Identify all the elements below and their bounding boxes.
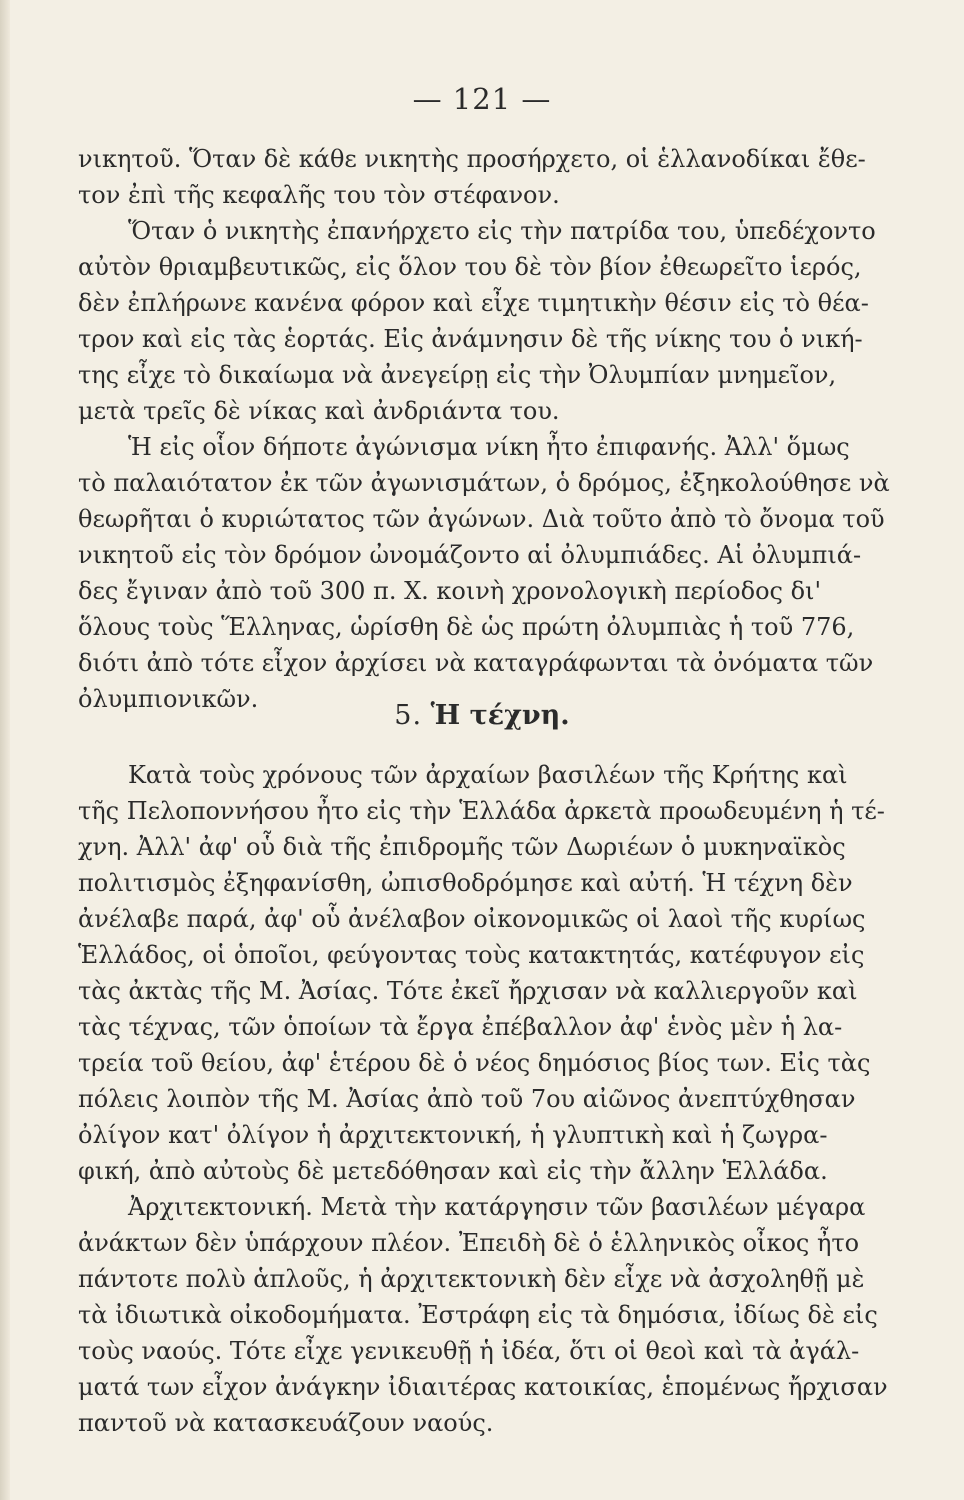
text-line: Ἀρχιτεκτονική. Μετὰ τὴν κατάργησιν τῶν βασιλέων μέγαρα [128,1193,866,1221]
text-line: τον ἐπὶ τῆς κεφαλῆς του τὸν στέφανον. [78,181,560,209]
text-line: τὸ παλαιότατον ἐκ τῶν ἀγωνισμάτων, ὁ δρόμος, ἐξηκολούθησε νὰ [78,469,890,497]
text-line: μετὰ τρεῖς δὲ νίκας καὶ ἀνδριάντα του. [78,397,560,425]
binding-edge [0,0,10,1500]
section-title: Ἡ τέχνη. [430,700,570,731]
text-line: θεωρῆται ὁ κυριώτατος τῶν ἀγώνων. Διὰ τοῦτο ἀπὸ τὸ ὄνομα τοῦ [78,505,885,533]
section-number: 5. [394,700,423,731]
text-line: της εἶχε τὸ δικαίωμα νὰ ἀνεγείρῃ εἰς τὴν Ὀλυμπίαν μνημεῖον, [78,361,837,389]
page-number: — 121 — [412,82,552,116]
text-line: πάντοτε πολὺ ἁπλοῦς, ἡ ἀρχιτεκτονικὴ δὲν εἶχε νὰ ἀσχοληθῇ μὲ [78,1265,865,1293]
text-line: νικητοῦ. Ὅταν δὲ κάθε νικητὴς προσήρχετο, οἱ ἑλλανοδίκαι ἔθε- [78,145,866,173]
text-line: αὐτὸν θριαμβευτικῶς, εἰς ὅλον του δὲ τὸν βίον ἐθεωρεῖτο ἱερός, [78,253,862,281]
text-line: τὰς τέχνας, τῶν ὁποίων τὰ ἔργα ἐπέβαλλον ἀφ' ἑνὸς μὲν ἡ λα- [78,1013,843,1041]
text-line: ἀνάκτων δὲν ὑπάρχουν πλέον. Ἐπειδὴ δὲ ὁ ἑλληνικὸς οἶκος ἦτο [78,1229,860,1257]
text-line: Ἡ εἰς οἷον δήποτε ἀγώνισμα νίκη ἦτο ἐπιφανής. Ἀλλ' ὅμως [128,433,850,461]
text-line: Ὅταν ὁ νικητὴς ἐπανήρχετο εἰς τὴν πατρίδα του, ὑπεδέχοντο [128,217,876,245]
text-line: ὅλους τοὺς Ἕλληνας, ὡρίσθη δὲ ὡς πρώτη ὀλυμπιὰς ἡ τοῦ 776, [78,613,855,641]
text-line: Ἑλλάδος, οἱ ὁποῖοι, φεύγοντας τοὺς κατακτητάς, κατέφυγον εἰς [78,941,865,969]
text-line: τοὺς ναούς. Τότε εἶχε γενικευθῇ ἡ ἰδέα, ὅτι οἱ θεοὶ καὶ τὰ ἀγάλ- [78,1337,860,1365]
text-line: τὰ ἰδιωτικὰ οἰκοδομήματα. Ἐστράφη εἰς τὰ δημόσια, ἰδίως δὲ εἰς [78,1301,878,1329]
text-line: τρεία τοῦ θείου, ἀφ' ἑτέρου δὲ ὁ νέος δημόσιος βίος των. Εἰς τὰς [78,1049,871,1077]
text-line: τρον καὶ εἰς τὰς ἑορτάς. Εἰς ἀνάμνησιν δὲ τῆς νίκης του ὁ νική- [78,325,863,353]
text-line: νικητοῦ εἰς τὸν δρόμον ὠνομάζοντο αἱ ὀλυμπιάδες. Αἱ ὀλυμπιά- [78,541,862,569]
text-line: τῆς Πελοποννήσου ἦτο εἰς τὴν Ἑλλάδα ἀρκετὰ προωδευμένη ἡ τέ- [78,797,885,825]
text-line: τὰς ἀκτὰς τῆς Μ. Ἀσίας. Τότε ἐκεῖ ἤρχισαν νὰ καλλιεργοῦν καὶ [78,977,858,1005]
text-line: ὀλίγον κατ' ὀλίγον ἡ ἀρχιτεκτονική, ἡ γλυπτικὴ καὶ ἡ ζωγρα- [78,1121,828,1149]
text-line: δες ἔγιναν ἀπὸ τοῦ 300 π. Χ. κοινὴ χρονολογικὴ περίοδος δι' [78,577,822,605]
text-line: δὲν ἐπλήρωνε κανένα φόρον καὶ εἶχε τιμητικὴν θέσιν εἰς τὸ θέα- [78,289,869,317]
text-line: παντοῦ νὰ κατασκευάζουν ναούς. [78,1409,494,1437]
section-heading [0,698,964,734]
text-line: ἀνέλαβε παρά, ἀφ' οὗ ἀνέλαβον οἰκονομικῶς οἱ λαοὶ τῆς κυρίως [78,905,866,933]
text-line: Κατὰ τοὺς χρόνους τῶν ἀρχαίων βασιλέων τῆς Κρήτης καὶ [128,761,848,789]
text-line: φική, ἀπὸ αὐτοὺς δὲ μετεδόθησαν καὶ εἰς τὴν ἄλλην Ἑλλάδα. [78,1157,828,1185]
text-line: πόλεις λοιπὸν τῆς Μ. Ἀσίας ἀπὸ τοῦ 7ου αἰῶνος ἀνεπτύχθησαν [78,1085,856,1113]
text-line: πολιτισμὸς ἐξηφανίσθη, ὠπισθοδρόμησε καὶ αὐτή. Ἡ τέχνη δὲν [78,869,853,897]
text-line: χνη. Ἀλλ' ἀφ' οὗ διὰ τῆς ἐπιδρομῆς τῶν Δωριέων ὁ μυκηναϊκὸς [78,833,846,861]
text-line: ὀλυμπιονικῶν. [78,685,259,713]
text-line: ματά των εἶχον ἀνάγκην ἰδιαιτέρας κατοικίας, ἑπομένως ἤρχισαν [78,1373,888,1401]
text-line: διότι ἀπὸ τότε εἶχον ἀρχίσει νὰ καταγράφωνται τὰ ὀνόματα τῶν [78,649,874,677]
